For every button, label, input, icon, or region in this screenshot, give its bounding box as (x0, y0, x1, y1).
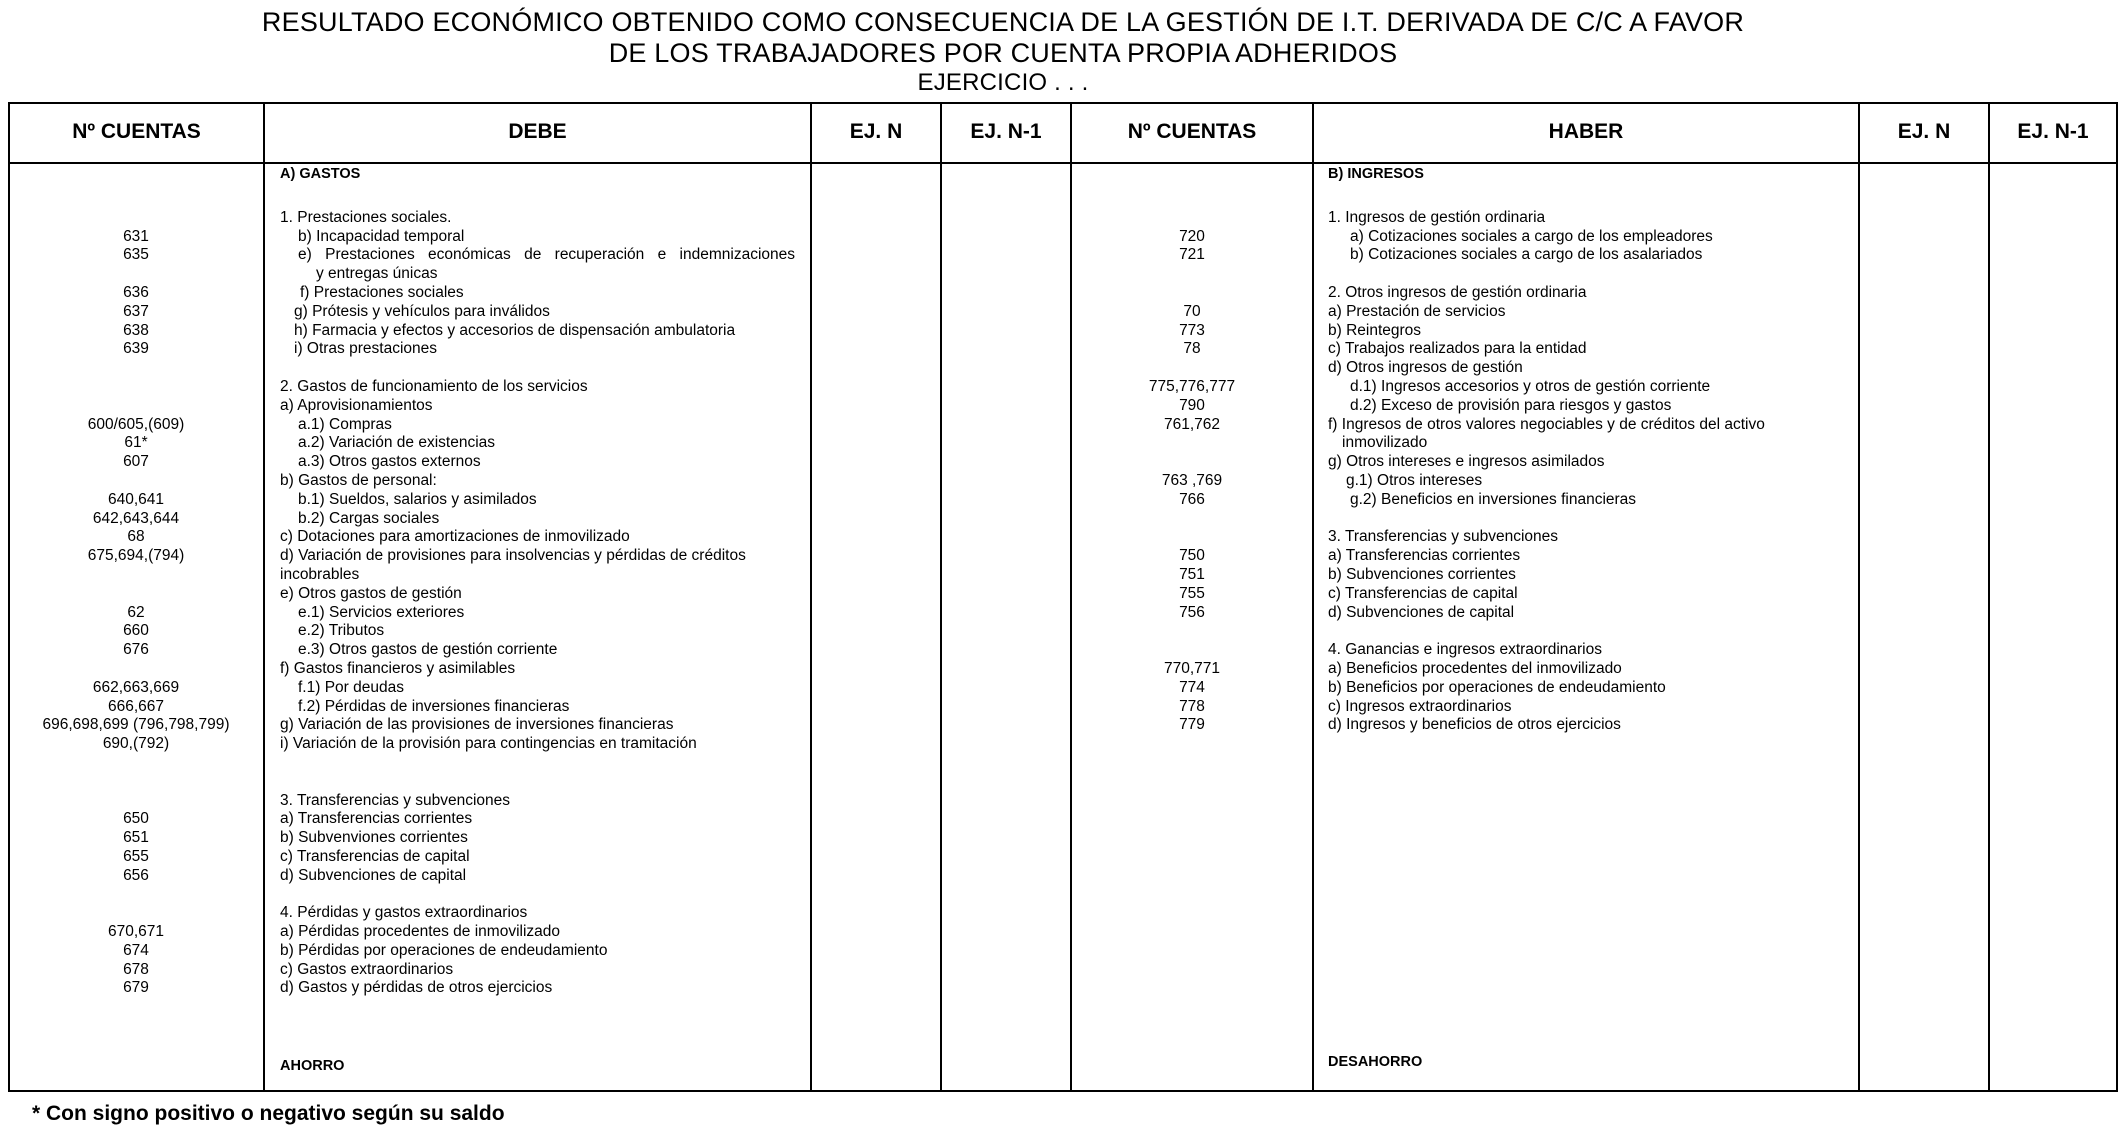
concept-line: e) Otros gastos de gestión (280, 584, 462, 602)
concept-line: a.1) Compras (298, 415, 392, 433)
account-number (12, 660, 260, 679)
concept-line: 3. Transferencias y subvenciones (280, 791, 511, 809)
document-title-line-2: DE LOS TRABAJADORES POR CUENTA PROPIA ADHERIDOS (608, 38, 1398, 68)
concept-line: a.2) Variación de existencias (298, 434, 496, 452)
concept-line: c) Transferencias de capital (280, 847, 470, 865)
document-title-line-1: RESULTADO ECONÓMICO OBTENIDO COMO CONSECUENCIA DE LA GESTIÓN DE I.T. DERIVADA DE C/C A FAVOR (261, 7, 1745, 37)
account-number: 78 (1183, 340, 1201, 358)
account-number (1074, 453, 1310, 472)
concept-line: b) Cotizaciones sociales a cargo de los asalariados (1350, 246, 1703, 264)
concept-line (280, 754, 795, 773)
concept-line: g) Prótesis y vehículos para inválidos (294, 302, 550, 320)
account-number: 655 (123, 847, 149, 865)
account-number: 720 (1179, 227, 1205, 245)
account-number (1074, 359, 1310, 378)
account-number: 639 (123, 340, 149, 358)
document-subtitle-ejercicio: EJERCICIO . . . (917, 69, 1089, 96)
account-number (12, 472, 260, 491)
concept-line: a) Pérdidas procedentes de inmovilizado (280, 923, 561, 941)
concept-line: 1. Prestaciones sociales. (280, 208, 452, 226)
account-number: 607 (123, 453, 149, 471)
account-number: 721 (1179, 246, 1205, 264)
concept-line (280, 885, 795, 904)
concept-line: d) Subvenciones de capital (1328, 603, 1515, 621)
concept-line (280, 359, 795, 378)
concept-line: 4. Pérdidas y gastos extraordinarios (280, 904, 528, 922)
account-number: 761,762 (1163, 415, 1221, 433)
header-haber: HABER (1548, 120, 1624, 143)
footer-ahorro: AHORRO (280, 1058, 345, 1074)
concept-line: d) Variación de provisiones para insolvencias y pérdidas de créditos (280, 547, 746, 565)
account-number: 779 (1179, 716, 1205, 734)
account-number (12, 397, 260, 416)
concept-line: c) Ingresos extraordinarios (1328, 697, 1512, 715)
concept-line: b) Subvenviones corrientes (280, 829, 468, 847)
footer-desahorro: DESAHORRO (1328, 1054, 1423, 1070)
concept-line: f) Ingresos de otros valores negociables y de créditos del activo (1328, 415, 1765, 433)
account-number (1074, 641, 1310, 660)
account-number: 696,698,699 (796,798,799) (42, 716, 230, 734)
account-number: 756 (1179, 603, 1205, 621)
concept-line: a) Prestación de servicios (1328, 302, 1506, 320)
concept-line: e.1) Servicios exteriores (298, 603, 465, 621)
header-ej-n-haber: EJ. N (1897, 120, 1951, 143)
concept-line (280, 190, 795, 209)
concept-line: y entregas únicas (316, 265, 438, 283)
account-number: 636 (123, 283, 149, 301)
concept-line: i) Otras prestaciones (294, 340, 437, 358)
account-number: 662,663,669 (92, 678, 180, 696)
account-number: 674 (123, 941, 149, 959)
account-number: 660 (123, 622, 149, 640)
account-number: 642,643,644 (92, 509, 180, 527)
concept-line: f.1) Por deudas (298, 678, 404, 696)
account-number (12, 359, 260, 378)
account-number: 638 (123, 321, 149, 339)
account-number: 651 (123, 829, 149, 847)
haber-concepts (1328, 190, 1848, 735)
column-divider (940, 102, 942, 1092)
header-ej-n1-haber: EJ. N-1 (2017, 120, 2089, 143)
account-number (12, 265, 260, 284)
account-number: 650 (123, 810, 149, 828)
account-number: 62 (127, 603, 145, 621)
concept-line (280, 773, 795, 792)
concept-line: c) Gastos extraordinarios (280, 960, 454, 978)
concept-line: a) Transferencias corrientes (280, 810, 473, 828)
concept-line: 2. Otros ingresos de gestión ordinaria (1328, 283, 1587, 301)
concept-line: e) Prestaciones económicas de recuperación e indemnizaciones (298, 246, 795, 264)
account-number (1074, 284, 1310, 303)
concept-line: a.3) Otros gastos externos (298, 453, 481, 471)
account-number: 68 (127, 528, 145, 546)
account-number: 637 (123, 302, 149, 320)
debe-account-numbers (12, 190, 260, 998)
concept-line: b) Reintegros (1328, 321, 1422, 339)
column-divider (1070, 102, 1072, 1092)
concept-line: b) Incapacidad temporal (298, 227, 465, 245)
account-number: 70 (1183, 302, 1201, 320)
header-ej-n1-debe: EJ. N-1 (970, 120, 1042, 143)
concept-line (1328, 265, 1848, 284)
column-divider (810, 102, 812, 1092)
concept-line: b) Pérdidas por operaciones de endeudamiento (280, 941, 608, 959)
account-number: 678 (123, 960, 149, 978)
column-divider (1988, 102, 1990, 1092)
account-number (12, 754, 260, 773)
debe-concepts (280, 190, 795, 998)
concept-line: f) Prestaciones sociales (300, 283, 464, 301)
account-number (1074, 209, 1310, 228)
account-number: 690,(792) (102, 735, 170, 753)
header-divider (8, 162, 2118, 164)
concept-line (1328, 622, 1848, 641)
column-divider (1858, 102, 1860, 1092)
concept-line: b.2) Cargas sociales (298, 509, 440, 527)
footnote: * Con signo positivo o negativo según su saldo (32, 1102, 505, 1125)
column-divider (263, 102, 265, 1092)
concept-line: d) Gastos y pérdidas de otros ejercicios (280, 979, 553, 997)
concept-line: b) Gastos de personal: (280, 471, 437, 489)
account-number: 774 (1179, 678, 1205, 696)
concept-line: c) Transferencias de capital (1328, 584, 1518, 602)
account-number (1074, 622, 1310, 641)
concept-line: a) Cotizaciones sociales a cargo de los empleadores (1350, 227, 1713, 245)
account-number: 751 (1179, 565, 1205, 583)
account-number: 679 (123, 979, 149, 997)
concept-line: 4. Ganancias e ingresos extraordinarios (1328, 641, 1602, 659)
account-number: 770,771 (1163, 659, 1221, 677)
concept-line: 1. Ingresos de gestión ordinaria (1328, 208, 1546, 226)
concept-line: h) Farmacia y efectos y accesorios de dispensación ambulatoria (294, 321, 736, 339)
account-number (1074, 434, 1310, 453)
concept-line: f.2) Pérdidas de inversiones financieras (298, 697, 570, 715)
account-number (1074, 190, 1310, 209)
concept-line: d) Otros ingresos de gestión (1328, 359, 1523, 377)
header-cuentas-haber: Nº CUENTAS (1127, 120, 1257, 143)
section-ingresos: B) INGRESOS (1328, 166, 1424, 182)
account-number (12, 190, 260, 209)
account-number (12, 209, 260, 228)
account-number (12, 585, 260, 604)
header-debe: DEBE (508, 120, 567, 143)
account-number (12, 904, 260, 923)
concept-line: incobrables (280, 565, 360, 583)
concept-line: a) Aprovisionamientos (280, 396, 433, 414)
concept-line: g.1) Otros intereses (1346, 471, 1483, 489)
concept-line: g.2) Beneficios en inversiones financieras (1350, 490, 1637, 508)
account-number: 635 (123, 246, 149, 264)
account-number: 666,667 (107, 697, 165, 715)
concept-line: i) Variación de la provisión para contingencias en tramitación (280, 735, 697, 753)
account-number: 763 ,769 (1161, 471, 1223, 489)
concept-line: 2. Gastos de funcionamiento de los servicios (280, 377, 588, 395)
section-gastos: A) GASTOS (280, 166, 361, 182)
concept-line: b) Beneficios por operaciones de endeudamiento (1328, 678, 1666, 696)
header-ej-n-debe: EJ. N (849, 120, 903, 143)
concept-line (1328, 510, 1848, 529)
concept-line: 3. Transferencias y subvenciones (1328, 528, 1559, 546)
concept-line: e.3) Otros gastos de gestión corriente (298, 641, 558, 659)
account-number: 676 (123, 641, 149, 659)
concept-line: e.2) Tributos (298, 622, 385, 640)
account-number: 61* (124, 434, 148, 452)
concept-line: d) Subvenciones de capital (280, 866, 467, 884)
concept-line: d) Ingresos y beneficios de otros ejercicios (1328, 716, 1621, 734)
concept-line (1328, 190, 1848, 209)
concept-line: g) Variación de las provisiones de inversiones financieras (280, 716, 674, 734)
account-number: 778 (1179, 697, 1205, 715)
account-number: 755 (1179, 584, 1205, 602)
haber-account-numbers (1074, 190, 1310, 735)
account-number (12, 378, 260, 397)
concept-line: b.1) Sueldos, salarios y asimilados (298, 490, 537, 508)
account-number: 670,671 (107, 923, 165, 941)
concept-line: f) Gastos financieros y asimilables (280, 659, 516, 677)
account-number: 640,641 (107, 490, 165, 508)
column-divider (1312, 102, 1314, 1092)
account-number: 773 (1179, 321, 1205, 339)
concept-line: d.1) Ingresos accesorios y otros de gestión corriente (1350, 377, 1711, 395)
concept-line: inmovilizado (1342, 434, 1428, 452)
concept-line: g) Otros intereses e ingresos asimilados (1328, 453, 1605, 471)
account-number (12, 885, 260, 904)
account-number (12, 566, 260, 585)
account-number: 675,694,(794) (87, 547, 185, 565)
account-number: 790 (1179, 396, 1205, 414)
account-number: 750 (1179, 547, 1205, 565)
header-cuentas-debe: Nº CUENTAS (72, 120, 201, 143)
account-number (1074, 528, 1310, 547)
account-number (12, 792, 260, 811)
concept-line: c) Dotaciones para amortizaciones de inmovilizado (280, 528, 630, 546)
account-number: 766 (1179, 490, 1205, 508)
account-number: 631 (123, 227, 149, 245)
account-number: 656 (123, 866, 149, 884)
account-number (12, 773, 260, 792)
concept-line: c) Trabajos realizados para la entidad (1328, 340, 1587, 358)
account-number: 775,776,777 (1148, 377, 1236, 395)
concept-line: a) Transferencias corrientes (1328, 547, 1521, 565)
concept-line: b) Subvenciones corrientes (1328, 565, 1516, 583)
account-number (1074, 265, 1310, 284)
concept-line: a) Beneficios procedentes del inmovilizado (1328, 659, 1622, 677)
concept-line: d.2) Exceso de provisión para riesgos y gastos (1350, 396, 1672, 414)
account-number: 600/605,(609) (87, 415, 185, 433)
account-number (1074, 510, 1310, 529)
